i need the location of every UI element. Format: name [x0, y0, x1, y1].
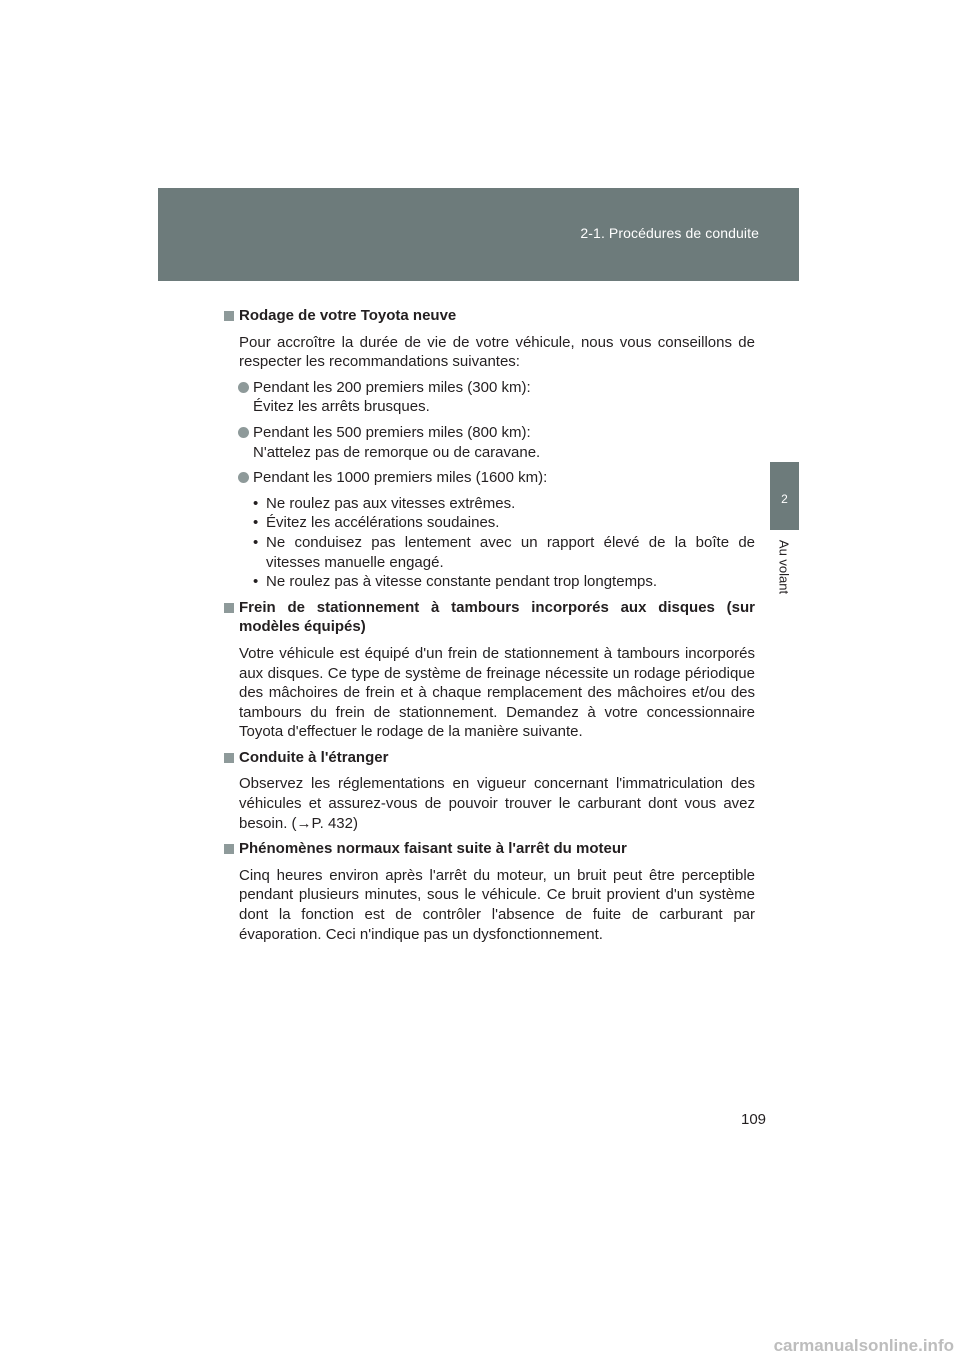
sub-list: [253, 494, 755, 592]
section-title-text: Rodage de votre Toyota neuve: [239, 307, 457, 324]
header-band: [158, 188, 799, 281]
circle-bullet-icon: [238, 427, 249, 438]
square-bullet-icon: [224, 753, 234, 763]
bullet-line: Pendant les 1000 premiers miles (1600 km):: [253, 469, 548, 487]
section-heading: [224, 306, 755, 326]
chapter-tab: [770, 462, 799, 530]
chapter-number: 2: [781, 492, 788, 506]
square-bullet-icon: [224, 603, 234, 613]
bullet-line: Pendant les 200 premiers miles (300 km):: [253, 378, 531, 396]
square-bullet-icon: [224, 844, 234, 854]
list-item: [238, 468, 755, 488]
sub-list-item: • Ne roulez pas aux vitesses extrêmes.: [253, 494, 516, 512]
sub-list-item: • Ne conduisez pas lentement avec un rapport élevé de la boîte de vitesses manuelle engagé.: [253, 533, 755, 571]
bullet-line: N'attelez pas de remorque ou de caravane.: [253, 443, 541, 461]
watermark: carmanualsonline.info: [773, 1336, 954, 1355]
footer-strip: [0, 1336, 960, 1358]
page-number: 109: [741, 1111, 767, 1128]
dot-marker-icon: •: [253, 573, 259, 591]
dot-marker-icon: •: [253, 494, 259, 512]
section-title-text: Frein de stationnement à tambours incorporés aux disques (sur modèles équipés): [239, 598, 755, 636]
section-heading: [224, 748, 755, 768]
chapter-label: Au volant: [776, 539, 792, 595]
section-title-text: Conduite à l'étranger: [239, 748, 389, 766]
circle-bullet-icon: [238, 382, 249, 393]
sub-list-item: • Ne roulez pas à vitesse constante pendant trop longtemps.: [253, 573, 658, 591]
section-body: [239, 774, 755, 833]
dot-marker-icon: •: [253, 514, 259, 532]
sub-list-item: • Évitez les accélérations soudaines.: [253, 514, 500, 532]
section-heading: [224, 839, 755, 859]
list-item: [238, 423, 755, 462]
page-reference-link[interactable]: P. 432): [311, 814, 358, 832]
section-heading: [224, 598, 755, 637]
section-body: Cinq heures environ après l'arrêt du moteur, un bruit peut être perceptible pendant plusieurs minutes, sous le véhicule. Ce bruit provient d'un système dont la fonction est de contrôler l'absence de fuite de carburant par évaporation. Ceci n'indique pas un dysfonctionnement.: [239, 866, 755, 943]
dot-marker-icon: •: [253, 533, 259, 551]
reference-arrow-icon: →: [296, 814, 312, 832]
page-content: [224, 306, 755, 950]
list-item: [238, 378, 755, 417]
circle-bullet-icon: [238, 472, 249, 483]
square-bullet-icon: [224, 311, 234, 321]
section-body-text: Observez les réglementations en vigueur concernant l'immatriculation des véhicules et assurez-vous de pouvoir trouver le carburant dont vous avez besoin. (: [239, 775, 755, 832]
section-body: Votre véhicule est équipé d'un frein de stationnement à tambours incorporés aux disques. Ce type de système de freinage nécessite un rodage périodique des mâchoires de frein et à chaque remplacement des mâchoires et/ou des tambours du frein de stationnement. Demandez à votre concessionnaire Toyota d'effectuer le rodage de la manière suivante.: [239, 644, 755, 741]
section-title-text: Phénomènes normaux faisant suite à l'arrêt du moteur: [239, 840, 627, 858]
bullet-line: Évitez les arrêts brusques.: [253, 398, 430, 416]
section-title: 2-1. Procédures de conduite: [580, 225, 759, 241]
bullet-line: Pendant les 500 premiers miles (800 km):: [253, 423, 531, 441]
section-intro: Pour accroître la durée de vie de votre véhicule, nous vous conseillons de respecter les recommandations suivantes:: [239, 333, 755, 371]
